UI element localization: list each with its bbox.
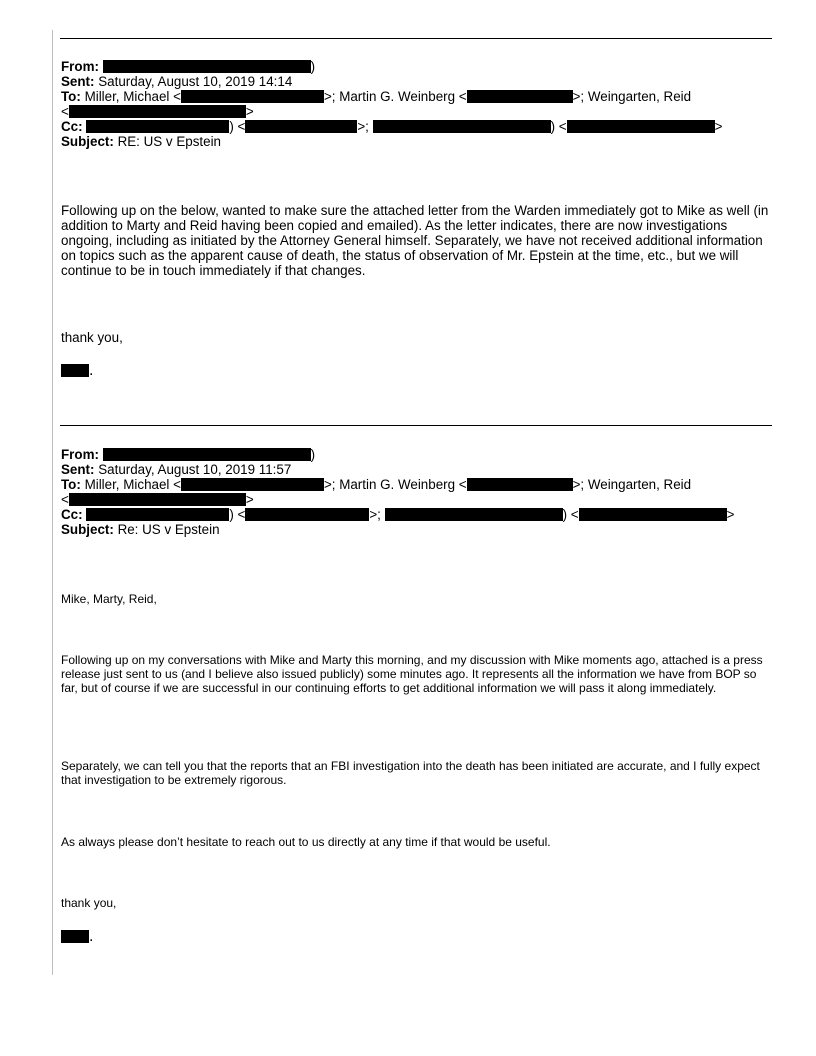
paragraph-text: Following up on my conversations with Mike and Marty this morning, and my discussion with Mike moments ago, attached is a press release just sent to us (and I believe also issued publicly) some minutes ago. It represents all the information we have from BOP so far, but of course if we are successful in our continuing efforts to get additional information we will pass it along immediately.: [61, 653, 763, 695]
email-header: [61, 59, 776, 149]
subject-label: Subject:: [61, 522, 114, 537]
greeting-text: Mike, Marty, Reid,: [61, 592, 157, 606]
from-tail: ): [310, 447, 316, 462]
to-label: To:: [61, 477, 81, 492]
cc-line: [61, 119, 776, 134]
paragraph-text: Separately, we can tell you that the reports that an FBI investigation into the death has been initiated are accurate, and I fully expect that investigation to be extremely rigorous.: [61, 759, 760, 787]
to-recipient: Miller, Michael <: [84, 477, 181, 492]
cc-recipient: ) <: [229, 119, 246, 134]
redaction-box: [181, 478, 324, 491]
email-header: [61, 447, 776, 537]
redaction-box: [567, 120, 715, 133]
to-recipient: >; Weingarten, Reid: [572, 89, 692, 104]
to-recipient: <: [61, 492, 69, 507]
redaction-box: [61, 930, 89, 943]
redaction-box: [373, 120, 551, 133]
redaction-box: [103, 60, 311, 73]
subject-line: [61, 522, 776, 537]
cc-recipient: ) <: [550, 119, 567, 134]
email-closing: [61, 896, 776, 910]
email-body-paragraph: [61, 759, 776, 787]
subject-text: Re: US v Epstein: [117, 522, 220, 537]
redaction-box: [69, 493, 246, 506]
cc-recipient: >: [726, 507, 735, 522]
closing-text: thank you,: [61, 896, 117, 910]
paragraph-text: As always please don’t hesitate to reach out to us directly at any time if that would be useful.: [61, 835, 551, 849]
sent-date: Saturday, August 10, 2019 11:57: [98, 462, 292, 477]
redaction-box: [86, 508, 229, 521]
to-recipient: >; Weingarten, Reid: [572, 477, 692, 492]
from-tail: ): [310, 59, 316, 74]
redaction-box: [61, 364, 89, 377]
signature-tail: .: [89, 362, 94, 379]
from-line: [61, 59, 776, 74]
to-line-cont: [61, 104, 776, 119]
cc-recipient: ) <: [562, 507, 579, 522]
closing-text: thank you,: [61, 330, 123, 345]
left-margin-line: [52, 30, 53, 975]
subject-label: Subject:: [61, 134, 114, 149]
email-signature: [61, 928, 776, 946]
redaction-box: [245, 120, 357, 133]
cc-label: Cc:: [61, 507, 83, 522]
cc-line: [61, 507, 776, 522]
redaction-box: [579, 508, 727, 521]
to-line-cont: [61, 492, 776, 507]
signature-tail: .: [89, 928, 94, 945]
redaction-box: [467, 90, 573, 103]
to-line: [61, 89, 776, 104]
redaction-box: [385, 508, 563, 521]
from-label: From:: [61, 59, 99, 74]
sent-line: [61, 462, 776, 477]
email-body-paragraph: [61, 835, 776, 849]
sent-date: Saturday, August 10, 2019 14:14: [98, 74, 293, 89]
redaction-box: [181, 90, 324, 103]
redaction-box: [86, 120, 229, 133]
to-recipient: >: [245, 104, 254, 119]
to-line: [61, 477, 776, 492]
to-recipient: >; Martin G. Weinberg <: [323, 477, 467, 492]
email-closing: [61, 330, 776, 345]
to-label: To:: [61, 89, 81, 104]
email-signature: [61, 362, 776, 380]
redaction-box: [69, 105, 246, 118]
cc-recipient: ) <: [229, 507, 246, 522]
from-line: [61, 447, 776, 462]
to-recipient: >: [245, 492, 254, 507]
sent-label: Sent:: [61, 74, 95, 89]
subject-line: [61, 134, 776, 149]
sent-label: Sent:: [61, 462, 95, 477]
cc-recipient: >;: [369, 507, 381, 522]
email-greeting: [61, 592, 776, 606]
to-recipient: <: [61, 104, 69, 119]
cc-label: Cc:: [61, 119, 83, 134]
separator-rule: [60, 38, 772, 39]
redaction-box: [467, 478, 573, 491]
to-recipient: >; Martin G. Weinberg <: [323, 89, 467, 104]
cc-recipient: >;: [357, 119, 369, 134]
sent-line: [61, 74, 776, 89]
separator-rule: [60, 425, 772, 426]
email-body-paragraph: [61, 203, 776, 278]
redaction-box: [245, 508, 369, 521]
paragraph-text: Following up on the below, wanted to make sure the attached letter from the Warden immediately got to Mike as well (in addition to Marty and Reid having been copied and emailed). As the letter indicates, there are now investigations ongoing, including as initiated by the Attorney General himself. Separately, we have not received additional information on topics such as the apparent cause of death, the status of observation of Mr. Epstein at the time, etc., but we will continue to be in touch immediately if that changes.: [61, 203, 769, 278]
from-label: From:: [61, 447, 99, 462]
email-body-paragraph: [61, 653, 776, 695]
redaction-box: [103, 448, 311, 461]
cc-recipient: >: [714, 119, 723, 134]
subject-text: RE: US v Epstein: [117, 134, 222, 149]
to-recipient: Miller, Michael <: [84, 89, 181, 104]
